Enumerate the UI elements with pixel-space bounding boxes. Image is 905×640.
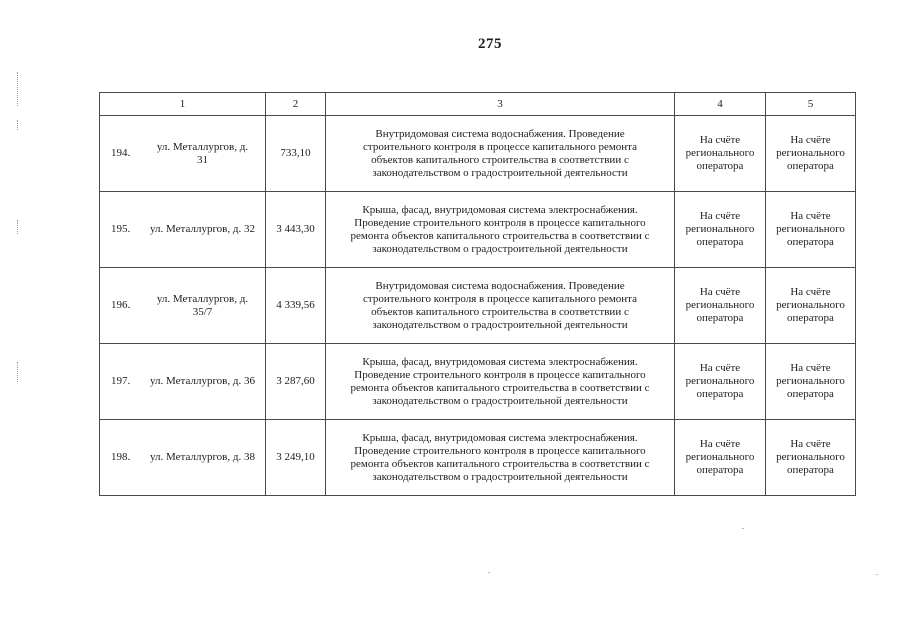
area-cell: 3 443,30 (266, 192, 326, 268)
header-cell: 3 (326, 93, 675, 116)
scan-margin-line (17, 362, 18, 382)
address: ул. Металлургов, д. 36 (150, 375, 255, 387)
col5-cell: На счёте регионального оператора (766, 268, 856, 344)
address-cell (100, 344, 266, 420)
col4-cell: На счёте регионального оператора (675, 268, 766, 344)
area-cell: 4 339,56 (266, 268, 326, 344)
header-cell: 4 (675, 93, 766, 116)
area-cell: 3 249,10 (266, 420, 326, 496)
col5-cell: На счёте регионального оператора (766, 344, 856, 420)
col4-cell: На счёте регионального оператора (675, 192, 766, 268)
works-cell: Крыша, фасад, внутридомовая система электроснабжения. Проведение строительного контроля в процессе капитального ремонта объектов капитального строительства в соответствии с законодательством о градостроительной деятельности (326, 420, 675, 496)
works-table (99, 92, 856, 496)
row-number: 196. (111, 299, 131, 311)
header-cell: 1 (100, 93, 266, 116)
works-cell: Крыша, фасад, внутридомовая система электроснабжения. Проведение строительного контроля в процессе капитального ремонта объектов капитального строительства в соответствии с законодательством о градостроительной деятельности (326, 192, 675, 268)
header-cell: 2 (266, 93, 326, 116)
scan-margin-line (17, 72, 18, 106)
row-number: 195. (111, 223, 131, 235)
col5-cell: На счёте регионального оператора (766, 116, 856, 192)
table-row (100, 420, 856, 496)
col4-cell: На счёте регионального оператора (675, 420, 766, 496)
scan-speck (488, 572, 490, 573)
col5-cell: На счёте регионального оператора (766, 192, 856, 268)
table-row (100, 268, 856, 344)
table-row (100, 116, 856, 192)
address: ул. Металлургов, д. 32 (150, 223, 255, 235)
row-number: 197. (111, 375, 131, 387)
table-row (100, 192, 856, 268)
scan-speck (876, 574, 878, 575)
address-cell (100, 268, 266, 344)
area-cell: 733,10 (266, 116, 326, 192)
col4-cell: На счёте регионального оператора (675, 344, 766, 420)
scan-speck (742, 528, 744, 529)
scan-margin-line (17, 120, 18, 130)
address-cell (100, 192, 266, 268)
area-cell: 3 287,60 (266, 344, 326, 420)
address-cell (100, 116, 266, 192)
works-cell: Внутридомовая система водоснабжения. Проведение строительного контроля в процессе капитального ремонта объектов капитального строительства в соответствии с законодательством о градостроительной деятельности (326, 116, 675, 192)
works-cell: Крыша, фасад, внутридомовая система электроснабжения. Проведение строительного контроля в процессе капитального ремонта объектов капитального строительства в соответствии с законодательством о градостроительной деятельности (326, 344, 675, 420)
address-cell (100, 420, 266, 496)
address: ул. Металлургов, д. 35/7 (156, 292, 249, 318)
page-number: 275 (478, 36, 502, 52)
works-cell: Внутридомовая система водоснабжения. Проведение строительного контроля в процессе капитального ремонта объектов капитального строительства в соответствии с законодательством о градостроительной деятельности (326, 268, 675, 344)
scan-margin-line (17, 220, 18, 234)
header-cell: 5 (766, 93, 856, 116)
address: ул. Металлургов, д. 31 (156, 140, 249, 166)
row-number: 198. (111, 451, 131, 463)
address: ул. Металлургов, д. 38 (150, 451, 255, 463)
col4-cell: На счёте регионального оператора (675, 116, 766, 192)
table-row (100, 344, 856, 420)
row-number: 194. (111, 147, 131, 159)
col5-cell: На счёте регионального оператора (766, 420, 856, 496)
table-header-row (100, 93, 856, 116)
